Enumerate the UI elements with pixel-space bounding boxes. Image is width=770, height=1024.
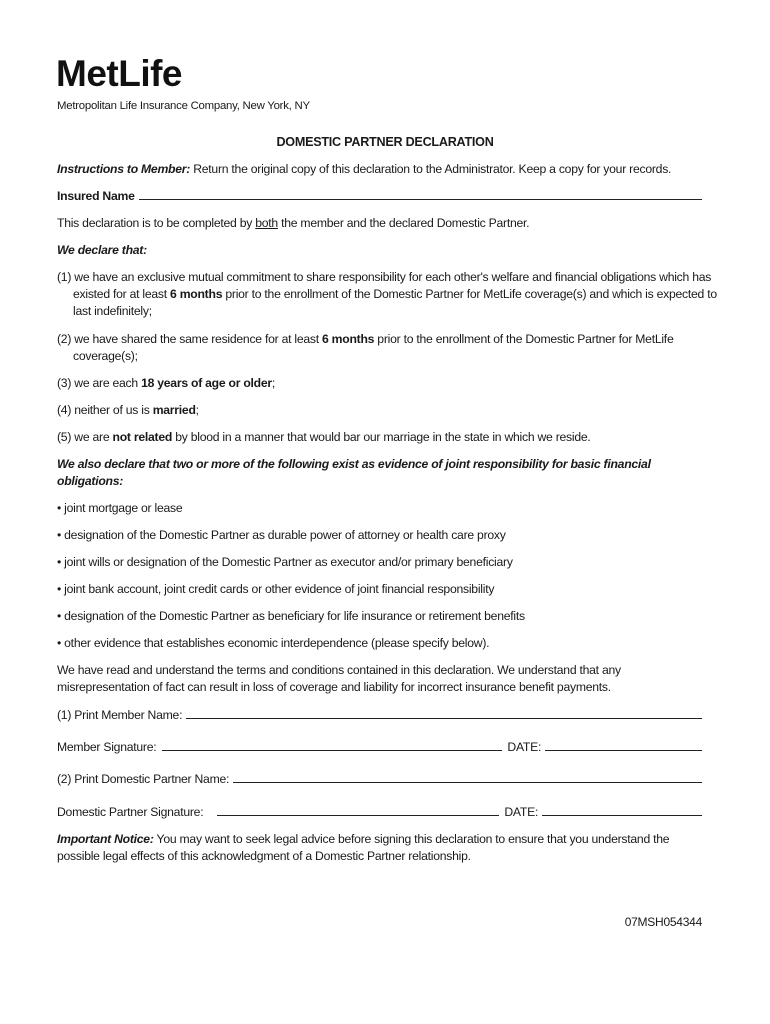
intro-text-before: This declaration is to be completed by [57,216,256,230]
insured-name-label: Insured Name [57,189,135,203]
member-signature-field[interactable] [57,739,702,756]
insured-name-field[interactable] [57,188,702,205]
item-3-bold: 18 years of age or older [141,376,272,390]
member-date-blank[interactable] [545,739,702,751]
item-5-text: (5) we are [57,430,113,444]
item-1-text: (1) we have an exclusive mutual commitment to share responsibility for each other's welfare and financial obligations which has existed for at least [57,270,712,301]
partner-name-field[interactable] [57,771,702,788]
evidence-bullet: • other evidence that establishes economic interdependence (please specify below). [57,636,490,650]
evidence-bullet: • joint wills or designation of the Domestic Partner as executor and/or primary beneficiary [57,555,513,569]
also-declare-heading: We also declare that two or more of the following exist as evidence of joint responsibility for basic financial obligations: [57,457,651,488]
evidence-bullet: • joint bank account, joint credit cards or other evidence of joint financial responsibility [57,582,495,596]
partner-signature-field[interactable] [57,804,702,821]
partner-name-blank[interactable] [233,771,702,783]
member-signature-blank[interactable] [162,739,502,751]
item-2-bold: 6 months [322,332,375,346]
read-understand-paragraph: We have read and understand the terms and conditions contained in this declaration. We understand that any misrepresentation of fact can result in loss of coverage and liability for incorrect insurance benefit payments. [57,663,621,694]
partner-signature-label: Domestic Partner Signature: [57,805,204,819]
partner-date-blank[interactable] [542,804,702,816]
item-2-text: (2) we have shared the same residence for at least [57,332,322,346]
evidence-bullet: • designation of the Domestic Partner as durable power of attorney or health care proxy [57,528,506,542]
item-5-text-end: by blood in a manner that would bar our marriage in the state in which we reside. [172,430,591,444]
item-1-bold: 6 months [170,287,223,301]
form-title: DOMESTIC PARTNER DECLARATION [276,135,494,149]
item-2-text-end: prior to the enrollment of the Domestic Partner for MetLife coverage(s); [73,332,674,363]
intro-text-after: the member and the declared Domestic Partner. [277,216,530,230]
evidence-bullet: • joint mortgage or lease [57,501,183,515]
form-code: 07MSH054344 [624,915,702,929]
item-4-text-end: ; [195,403,199,417]
we-declare-heading: We declare that: [57,243,147,257]
member-name-field[interactable] [57,707,702,724]
item-4-text: (4) neither of us is [57,403,153,417]
evidence-bullet: • designation of the Domestic Partner as beneficiary for life insurance or retirement benefits [57,609,525,623]
declaration-item-4 [57,402,718,419]
member-signature-label: Member Signature: [57,740,157,754]
intro-emphasis: both [255,216,278,230]
declaration-item-1 [57,269,718,320]
member-name-blank[interactable] [186,707,702,719]
important-notice [57,831,702,865]
metlife-logo: MetLife [56,53,182,94]
item-5-bold: not related [112,430,173,444]
declaration-item-5 [57,429,718,446]
declaration-intro [57,215,702,232]
notice-label: Important Notice: [57,832,154,846]
member-name-label: (1) Print Member Name: [57,708,183,722]
instructions-label: Instructions to Member: [57,162,191,176]
member-date-label: DATE: [507,740,542,754]
declaration-item-3 [57,375,718,392]
company-line: Metropolitan Life Insurance Company, New York, NY [57,100,310,112]
instructions-text: Return the original copy of this declaration to the Administrator. Keep a copy for your records. [190,162,672,176]
item-3-text-end: ; [271,376,276,390]
partner-date-label: DATE: [504,805,539,819]
item-1-text-end: prior to the enrollment of the Domestic Partner for MetLife coverage(s) and which is expected to last indefinitely; [73,287,717,318]
notice-text: You may want to seek legal advice before signing this declaration to ensure that you understand the possible legal effects of this acknowledgment of a Domestic Partner relationship. [57,832,670,863]
item-4-bold: married [152,403,196,417]
item-3-text: (3) we are each [57,376,142,390]
partner-signature-blank[interactable] [217,804,499,816]
insured-name-blank[interactable] [139,188,702,200]
declaration-item-2 [57,331,718,365]
instructions [57,161,702,178]
partner-name-label: (2) Print Domestic Partner Name: [57,772,230,786]
